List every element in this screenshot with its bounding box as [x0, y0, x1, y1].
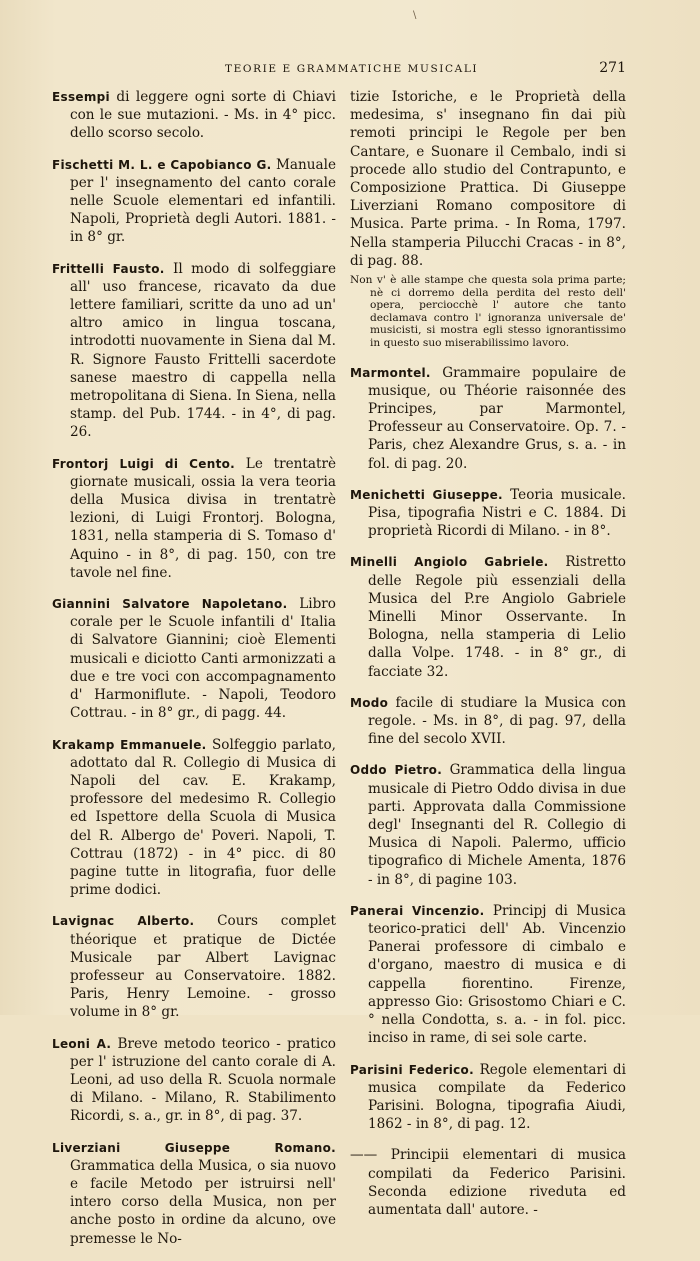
entry-text: Grammatica della Musica, o sia nuovo e facile Metodo per istruirsi nell' intero corso della Musica, non per anche posto in ordine da alcuno, ove premesse le No-: [70, 1157, 336, 1247]
bibliography-entry: [350, 1061, 626, 1134]
entry-heading: Menichetti Giuseppe.: [350, 487, 503, 502]
entry-heading: Minelli Angiolo Gabriele.: [350, 555, 549, 570]
bibliography-entry: [52, 260, 336, 442]
entry-heading: Modo: [350, 695, 389, 710]
bibliography-entry: [350, 1146, 626, 1219]
entry-text: Teoria musicale. Pisa, tipografia Nistri e C. 1884. Di proprietà Ricordi di Milano. - in 8°.: [368, 486, 627, 540]
entry-heading: Lavignac Alberto.: [52, 914, 195, 929]
entry-heading: Frontorj Luigi di Cento.: [52, 456, 236, 471]
bibliography-entry: [52, 1035, 336, 1126]
right-column: [350, 88, 626, 1232]
entry-text: Cours complet théorique et pratique de Dictée Musicale par Albert Lavignac professeur au Conservatoire. 1882. Paris, Henry Lemoine. - grosso volume in 8° gr.: [70, 913, 336, 1021]
entry-heading: Leoni A.: [52, 1036, 112, 1051]
entry-text: Grammaire populaire de musique, ou Théorie raisonnée des Principes, par Marmontel, Professeur au Conservatoire. Op. 7. - Paris, chez Alexandre Grus, s. a. - in fol. di pag. 20.: [368, 364, 626, 472]
bibliography-entry: [350, 694, 626, 749]
page-header: [0, 60, 700, 80]
entry-continuation: tizie Istoriche, e le Proprietà della medesima, s' insegnano fin dai più remoti principi le Regole per ben Cantare, e Suonare il Cembalo, indi si procede allo studio del Contrapunto, e Composizione Prattica. Di Giuseppe Liverziani Romano compositore di Musica. Parte prima. - In Roma, 1797. Nella stamperia Pilucchi Cracas - in 8°, di pag. 88.: [350, 89, 626, 269]
running-title: TEORIE E GRAMMATICHE MUSICALI: [225, 63, 479, 75]
entry-text: Manuale per l' insegnamento del canto corale nelle Scuole elementari ed infantili. Napoli, Proprietà degli Autori. 1881. - in 8° gr.: [70, 156, 336, 246]
entry-text: di leggere ogni sorte di Chiavi con le sue mutazioni. - Ms. in 4° picc. dello scorso secolo.: [70, 89, 336, 142]
entry-text: facile di studiare la Musica con regole. - Ms. in 8°, di pag. 97, della fine del secolo XVII.: [368, 694, 626, 748]
bibliography-entry: [52, 88, 336, 143]
bibliography-entry: [52, 736, 336, 900]
entry-text: Solfeggio parlato, adottato dal R. Collegio di Musica di Napoli del cav. E. Krakamp, professore del medesimo R. Collegio ed Ispettore della Scuola di Musica del R. Albergo de' Poveri. Napoli, T. Cottrau (1872) - in 4° picc. di 80 pagine tutte in litografia, fuor delle prime dodici.: [70, 736, 336, 899]
entry-text: Principj di Musica teorico-pratici dell' Ab. Vincenzio Panerai professore di cimbalo e d'organo, maestro di musica e di cappella fiorentino. Firenze, appresso Gio: Grisostomo Chiari e C.° nella Condotta, s. a. - in fol. picc. inciso in rame, di sei sole carte.: [368, 902, 626, 1047]
entry-heading: Oddo Pietro.: [350, 763, 443, 778]
entry-heading: Parisini Federico.: [350, 1062, 474, 1077]
entry-heading: Panerai Vincenzio.: [350, 903, 485, 918]
entry-heading: Fischetti M. L. e Capobianco G.: [52, 157, 272, 172]
bibliography-entry: [350, 486, 626, 541]
bibliography-entry: [350, 902, 626, 1048]
entry-text: Libro corale per le Scuole infantili d' Italia di Salvatore Giannini; cioè Elementi musicali e diciotto Canti armonizzati a due e tre voci con accompagnamento d' Harmoniflute. - Napoli, Teodoro Cottrau. - in 8° gr., di pagg. 44.: [70, 596, 336, 722]
bibliography-entry: [52, 455, 336, 582]
entry-text: Il modo di solfeggiare all' uso francese, ricavato da due lettere familiari, scritte da uno ad un' altro amico in lingua toscana, introdotti nuovamente in Siena dal M. R. Signore Fausto Frittelli sacerdote sanese maestro di cappella nella metropolitana di Siena. In Siena, nella stamp. del Pub. 1744. - in 4°, di pag. 26.: [70, 260, 336, 441]
entry-text: Regole elementari di musica compilate da Federico Parisini. Bologna, tipografia Aiudi, 1862 - in 8°, di pag. 12.: [368, 1061, 626, 1133]
entry-heading: Essempi: [52, 90, 110, 104]
bibliography-entry: [350, 364, 626, 473]
bibliography-entry: [350, 761, 626, 888]
left-column: [52, 88, 336, 1261]
entry-text: Ristretto delle Regole più essenziali della Musica del P.re Angiolo Gabriele Minelli Minor Osservante. In Bologna, nella stamperia di Lelio dalla Volpe. 1748. - in 8° gr., di facciate 32.: [368, 554, 626, 680]
page-number: 271: [599, 60, 626, 76]
entry-text: Le trentatrè giornate musicali, ossia la vera teoria della Musica divisa in trentatrè lezioni, di Luigi Frontorj. Bologna, 1831, nella stamperia di S. Tomaso d' Aquino - in 8°, di pag. 150, con tre tavole nel fine.: [70, 455, 336, 581]
ditto-dash: ——: [350, 1147, 378, 1164]
entry-text: Grammatica della lingua musicale di Pietro Oddo divisa in due parti. Approvata dalla Commissione degl' Insegnanti del R. Collegio di Musica di Napoli. Palermo, ufficio tipografico di Michele Amenta, 1876 - in 8°, di pagine 103.: [368, 762, 626, 888]
entry-heading: Liverziani Giuseppe Romano.: [52, 1140, 336, 1155]
bibliography-entry: [52, 912, 336, 1021]
entry-heading: Giannini Salvatore Napoletano.: [52, 597, 288, 612]
editorial-note: Non v' è alle stampe che questa sola prima parte; nè ci dorremo della perdita del resto dell' opera, perciocchè l' autore che tanto declamava contro l' ignoranza universale de' musicisti, si mostra egli stesso ignorantissimo in questo suo miserabilissimo lavoro.: [350, 274, 626, 349]
bibliography-entry: [52, 156, 336, 247]
entry-heading: Krakamp Emmanuele.: [52, 737, 207, 752]
entry-text: Principii elementari di musica compilati da Federico Parisini. Seconda edizione riveduta ed aumentata dall' autore. -: [368, 1147, 626, 1218]
ink-mark: \: [413, 10, 417, 21]
bibliography-entry: [52, 595, 336, 722]
entry-text: Breve metodo teorico - pratico per l' istruzione del canto corale di A. Leoni, ad uso della R. Scuola normale di Milano. - Milano, R. Stabilimento Ricordi, s. a., gr. in 8°, di pag. 37.: [70, 1035, 336, 1125]
bibliography-entry: [52, 1139, 336, 1248]
entry-heading: Marmontel.: [350, 365, 431, 380]
entry-heading: Frittelli Fausto.: [52, 261, 165, 276]
bibliography-entry: [350, 553, 626, 680]
